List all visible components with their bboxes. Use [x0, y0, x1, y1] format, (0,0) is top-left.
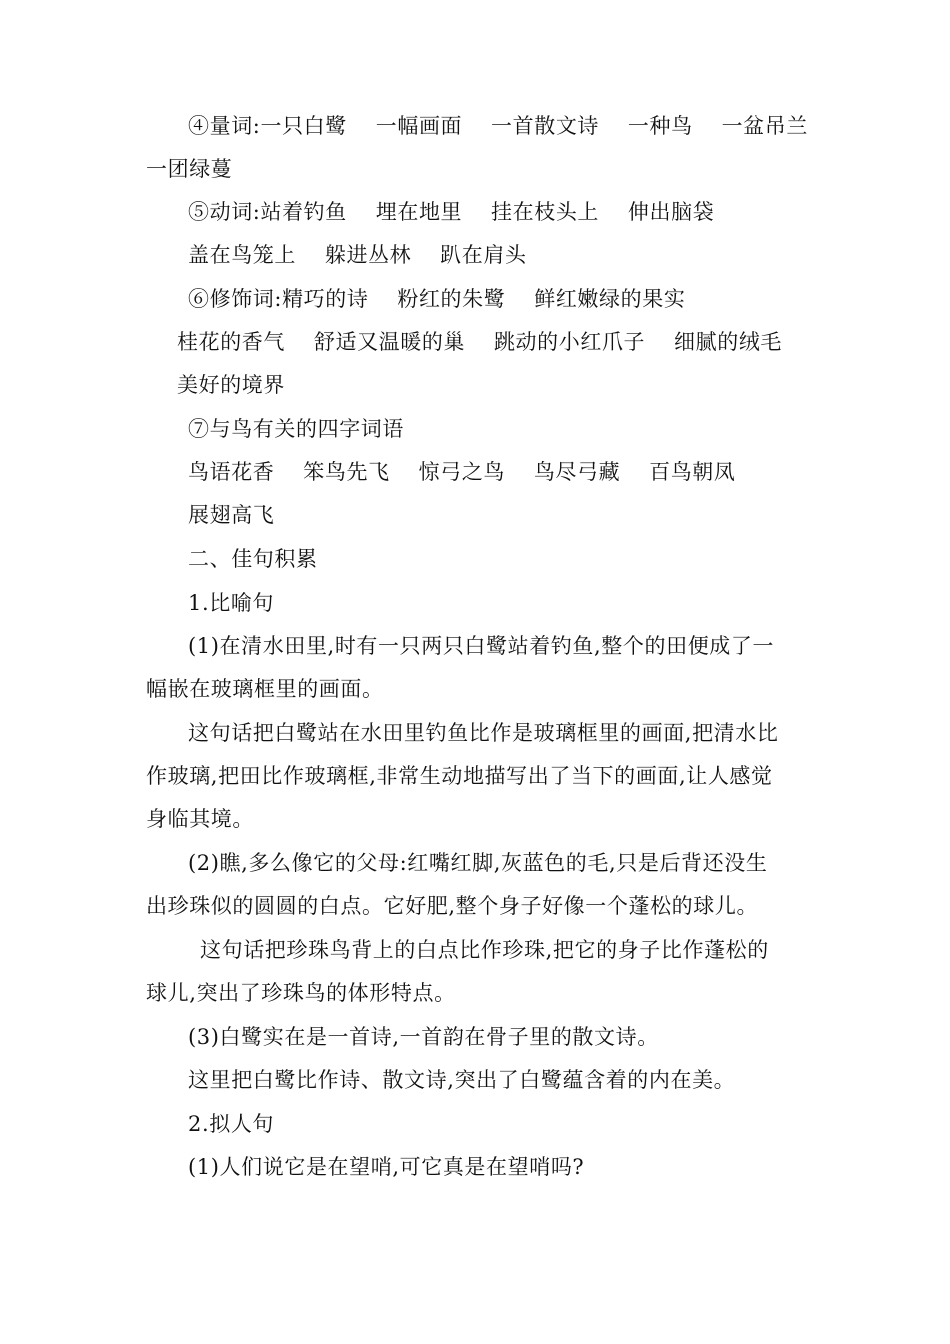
text-line: (1)在清水田里,时有一只两只白鹭站着钓鱼,整个的田便成了一: [188, 634, 775, 658]
text-line: ⑦与鸟有关的四字词语: [188, 417, 404, 441]
text-line: 出珍珠似的圆圆的白点。它好肥,整个身子好像一个蓬松的球儿。: [146, 894, 759, 918]
text-line: ⑤动词:站着钓鱼 埋在地里 挂在枝头上 伸出脑袋: [188, 200, 715, 224]
text-line: (3)白鹭实在是一首诗,一首韵在骨子里的散文诗。: [188, 1025, 659, 1049]
text-line: 鸟语花香 笨鸟先飞 惊弓之鸟 鸟尽弓藏 百鸟朝凤: [188, 460, 736, 484]
subsection-heading: 1.比喻句: [188, 591, 275, 615]
text-line: 展翅高飞: [188, 503, 275, 527]
text-line: (2)瞧,多么像它的父母:红嘴红脚,灰蓝色的毛,只是后背还没生: [188, 851, 768, 875]
text-line: (1)人们说它是在望哨,可它真是在望哨吗?: [188, 1155, 585, 1179]
section-heading: 二、佳句积累: [188, 547, 318, 571]
text-line: 幅嵌在玻璃框里的画面。: [146, 677, 384, 701]
text-line: 这句话把珍珠鸟背上的白点比作珍珠,把它的身子比作蓬松的: [200, 938, 769, 962]
subsection-heading: 2.拟人句: [188, 1112, 275, 1136]
text-line: 桂花的香气 舒适又温暖的巢 跳动的小红爪子 细腻的绒毛: [177, 330, 783, 354]
text-line: 这里把白鹭比作诗、散文诗,突出了白鹭蕴含着的内在美。: [188, 1068, 736, 1092]
text-line: ④量词:一只白鹭 一幅画面 一首散文诗 一种鸟 一盆吊兰: [188, 114, 808, 138]
text-line: 身临其境。: [146, 807, 254, 831]
text-line: 盖在鸟笼上 躲进丛林 趴在肩头: [188, 243, 527, 267]
text-line: ⑥修饰词:精巧的诗 粉红的朱鹭 鲜红嫩绿的果实: [188, 287, 686, 311]
text-line: 作玻璃,把田比作玻璃框,非常生动地描写出了当下的画面,让人感觉: [146, 764, 773, 788]
text-line: 一团绿蔓: [146, 157, 233, 181]
text-line: 球儿,突出了珍珠鸟的体形特点。: [146, 981, 456, 1005]
text-line: 这句话把白鹭站在水田里钓鱼比作是玻璃框里的画面,把清水比: [188, 721, 779, 745]
text-line: 美好的境界: [177, 373, 285, 397]
